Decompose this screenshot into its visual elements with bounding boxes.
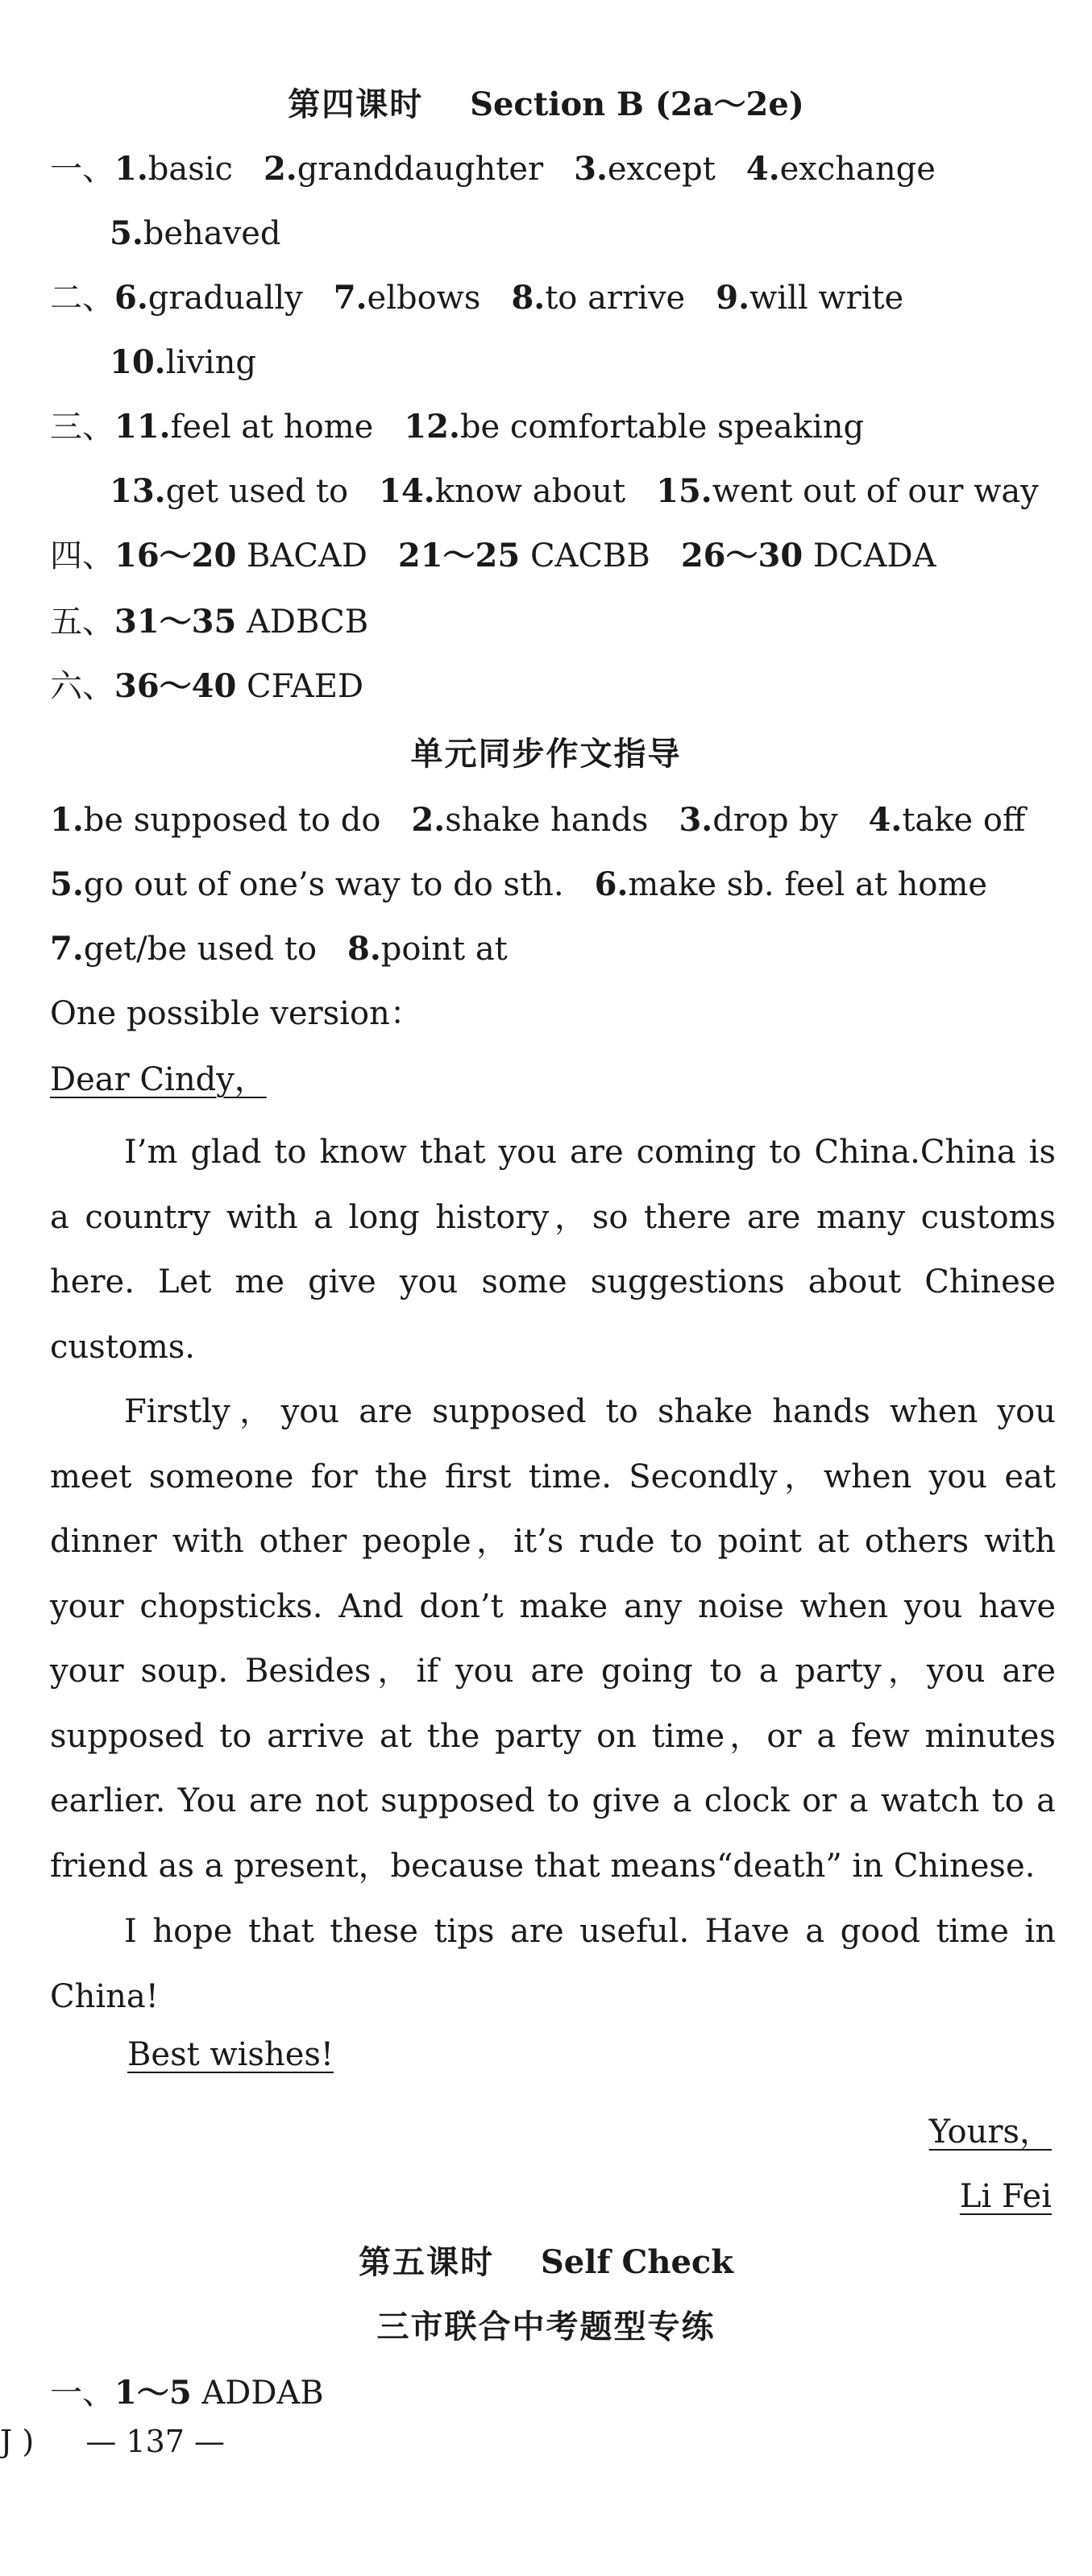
section-b-title-en: Section B (2a～2e) — [470, 85, 804, 123]
answer-text: get used to — [165, 473, 349, 510]
part4-label: 四、 — [50, 537, 114, 575]
answer-num: 6. — [114, 279, 148, 317]
closing-text: Best wishes! — [127, 2036, 334, 2073]
answer-num: 11. — [114, 408, 171, 446]
answer-text: exchange — [779, 151, 936, 188]
answer-num: 4. — [745, 150, 780, 188]
answer-letters: CFAED — [247, 668, 364, 705]
phrases-line1 — [50, 796, 1025, 844]
answer-text: feel at home — [170, 409, 374, 446]
letter-paragraph-1 — [50, 1120, 1056, 1379]
self-check-subtitle — [0, 2303, 1092, 2351]
section-b-title-cn: 第四课时 — [288, 86, 424, 123]
phrase-num: 1. — [50, 801, 84, 839]
part6-line — [50, 662, 363, 711]
part4-line — [50, 532, 936, 580]
answer-num: 2. — [263, 150, 297, 188]
paragraph-text: Firstly，you are supposed to shake hands when you meet someone for the first time. Secondly，when you eat dinner with other people，it’s rude to point at others with your chopsticks. And don’t make any noise when you have your soup. Besides，if you are going to a party，you are supposed to arrive at the party on time，or a few minutes earlier. You are not supposed to give a clock or a watch to a friend as a present，because that means“death” in Chinese. — [50, 1393, 1056, 1885]
part3-line2 — [110, 467, 1039, 516]
part5-label: 五、 — [50, 604, 114, 641]
closing — [127, 2031, 334, 2079]
self-check-title — [0, 2238, 1092, 2287]
answer-text: be comfortable speaking — [459, 409, 865, 446]
version-label: One possible version： — [50, 995, 422, 1032]
paragraph-text: I hope that these tips are useful. Have a good time in China! — [50, 1913, 1056, 2015]
self-check-part1 — [50, 2369, 324, 2417]
phrase-num: 7. — [50, 930, 84, 968]
phrase-text: drop by — [712, 802, 838, 839]
phrase-text: make sb. feel at home — [628, 866, 988, 903]
sign-off-text: Yours， — [928, 2113, 1052, 2151]
self-check-subtitle-text: 三市联合中考题型专练 — [376, 2308, 716, 2346]
paragraph-text: I’m glad to know that you are coming to China.China is a country with a long history，so there are many customs here. Let me give you some suggestions about Chinese customs. — [50, 1134, 1056, 1366]
phrase-num: 2. — [411, 801, 446, 839]
part2-label: 二、 — [50, 280, 114, 317]
phrase-num: 6. — [594, 865, 629, 903]
answer-num: 13. — [110, 472, 166, 510]
footer-mark: J ) — [0, 2424, 35, 2459]
part1-line1 — [50, 145, 936, 193]
letter-paragraph-2 — [50, 1379, 1056, 1898]
answer-letters: ADBCB — [247, 604, 369, 641]
answer-num: 8. — [511, 279, 546, 317]
answer-letters: ADDAB — [201, 2375, 324, 2412]
phrase-num: 3. — [679, 801, 713, 839]
answer-num: 14. — [379, 472, 435, 510]
salutation: Dear Cindy， — [50, 1061, 267, 1098]
answer-text: to arrive — [545, 280, 686, 317]
answer-range: 36～40 — [114, 667, 237, 705]
self-check-title-cn: 第五课时 — [359, 2244, 494, 2281]
part6-label: 六、 — [50, 668, 114, 705]
answer-num: 3. — [574, 150, 608, 188]
section-b-title — [0, 81, 1092, 129]
answer-text: living — [165, 344, 256, 381]
answer-text: basic — [147, 151, 233, 188]
phrase-text: go out of one’s way to do sth. — [83, 866, 564, 903]
answer-range: 31～35 — [114, 603, 237, 641]
phrase-text: shake hands — [445, 802, 649, 839]
answer-range: 21～25 — [397, 537, 521, 575]
answer-letters: CACBB — [529, 537, 650, 575]
page-footer — [0, 2417, 225, 2466]
answer-num: 9. — [716, 279, 749, 317]
signature-text: Li Fei — [959, 2178, 1052, 2215]
answer-num: 15. — [656, 472, 712, 510]
phrase-text: point at — [380, 931, 508, 968]
answer-num: 12. — [404, 408, 460, 446]
writing-title — [0, 730, 1092, 778]
answer-letters: BACAD — [247, 537, 367, 575]
phrase-num: 8. — [347, 930, 381, 968]
phrase-text: get/be used to — [83, 931, 318, 968]
sign-off — [929, 2108, 1052, 2156]
phrase-num: 5. — [50, 865, 84, 903]
answer-num: 7. — [333, 279, 367, 317]
part5-line — [50, 598, 368, 646]
part3-line1 — [50, 403, 864, 451]
self-check-part1-label: 一、 — [50, 2375, 114, 2412]
phrase-text: be supposed to do — [83, 802, 381, 839]
answer-num: 1. — [114, 150, 148, 188]
answer-text: gradually — [147, 280, 303, 317]
phrase-num: 4. — [868, 801, 903, 839]
signature — [960, 2172, 1052, 2221]
letter-paragraph-3 — [50, 1899, 1056, 2029]
part3-label: 三、 — [50, 409, 114, 446]
answer-range: 1～5 — [114, 2374, 192, 2412]
answer-text: will write — [749, 280, 904, 317]
phrases-line2 — [50, 861, 987, 909]
answer-text: granddaughter — [297, 151, 544, 188]
answer-text: elbows — [367, 280, 481, 317]
page-number: — 137 — — [85, 2424, 226, 2459]
answer-text: know about — [434, 473, 626, 510]
answer-range: 26～30 — [680, 537, 803, 575]
phrases-line3 — [50, 925, 508, 973]
part1-label: 一、 — [50, 151, 114, 188]
part1-line2 — [110, 209, 281, 258]
phrase-text: take off — [902, 802, 1026, 839]
part2-line1 — [50, 274, 903, 322]
part2-line2 — [110, 338, 256, 387]
answer-num: 10. — [110, 343, 166, 381]
answer-letters: DCADA — [812, 537, 936, 575]
answer-range: 16～20 — [114, 537, 237, 575]
answer-text: except — [607, 151, 716, 188]
answer-text: behaved — [143, 215, 281, 252]
answer-num: 5. — [110, 214, 143, 252]
answer-text: went out of our way — [712, 473, 1039, 510]
self-check-title-en: Self Check — [540, 2243, 733, 2281]
writing-title-text: 单元同步作文指导 — [410, 736, 682, 773]
